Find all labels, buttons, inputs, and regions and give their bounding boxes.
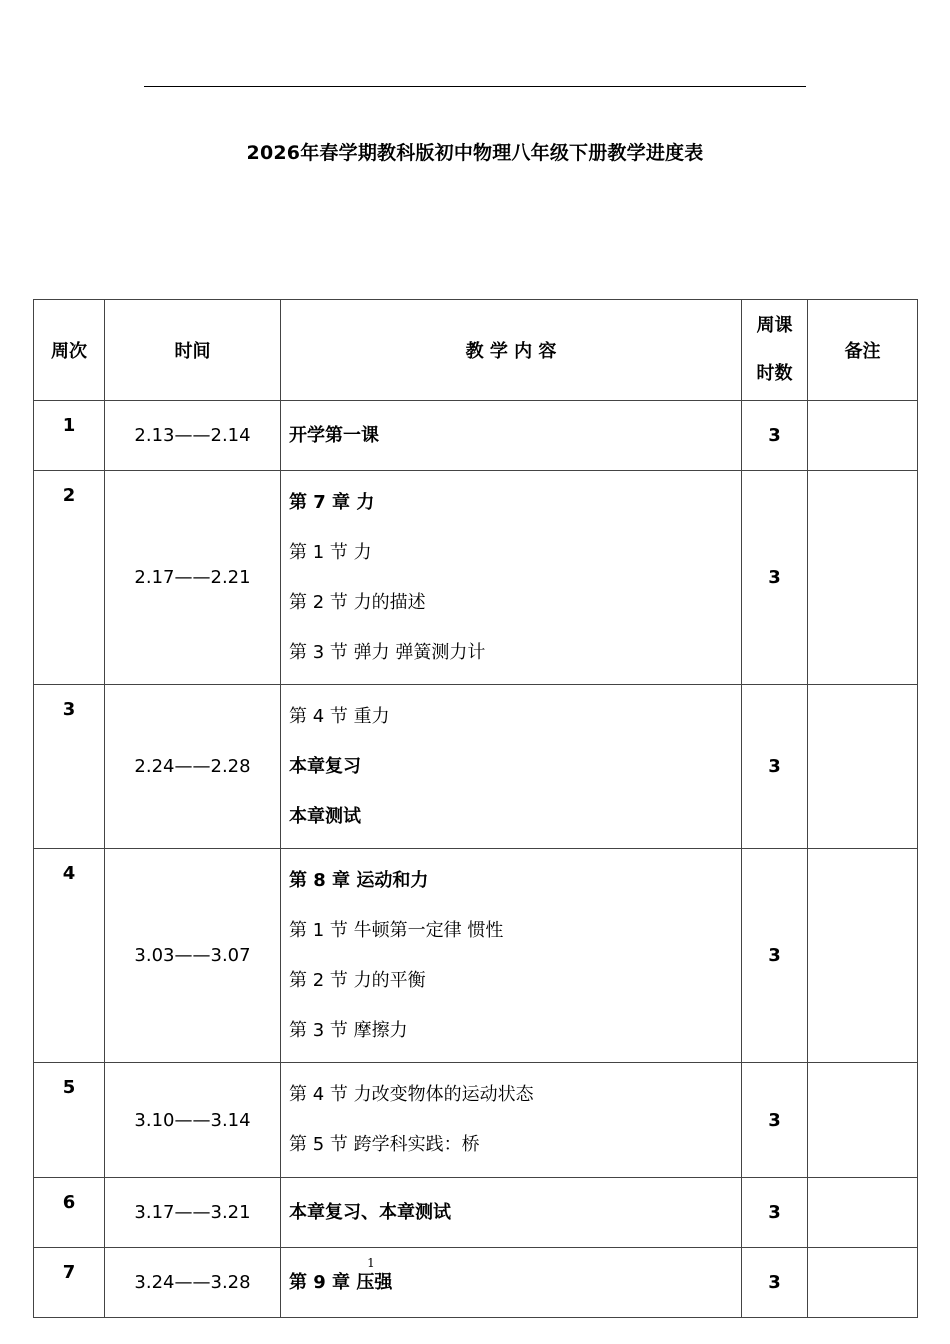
content-cell [281, 685, 742, 849]
week-cell: 4 [34, 849, 105, 1063]
table-row [34, 685, 918, 849]
content-line: 第 3 节 摩擦力 [289, 1019, 408, 1041]
hours-cell: 3 [742, 849, 808, 1063]
hours-cell: 3 [742, 1063, 808, 1178]
content-line: 第 1 节 牛顿第一定律 惯性 [289, 919, 504, 941]
hours-cell: 3 [742, 1178, 808, 1248]
time-cell: 2.24——2.28 [105, 685, 281, 849]
content-line: 第 2 节 力的平衡 [289, 969, 426, 991]
content-line: 第 4 节 重力 [289, 705, 390, 727]
content-cell [281, 401, 742, 471]
content-line: 本章测试 [289, 805, 361, 827]
header-content: 教 学 内 容 [281, 300, 742, 401]
notes-cell [808, 1063, 918, 1178]
content-line: 第 4 节 力改变物体的运动状态 [289, 1084, 534, 1105]
content-cell [281, 849, 742, 1063]
table-row [34, 849, 918, 1063]
header-weekly-hours [742, 300, 808, 401]
header-time: 时间 [105, 300, 281, 401]
table-header-row [34, 300, 918, 401]
time-cell: 3.10——3.14 [105, 1063, 281, 1178]
time-cell: 3.03——3.07 [105, 849, 281, 1063]
header-weekly-hours-line2: 时数 [756, 363, 793, 384]
week-cell: 3 [34, 685, 105, 849]
time-cell: 3.24——3.28 [105, 1248, 281, 1318]
content-line: 第 1 节 力 [289, 541, 372, 563]
notes-cell [808, 471, 918, 685]
content-line: 本章复习 [289, 755, 361, 777]
table-row [34, 471, 918, 685]
content-line: 本章复习、本章测试 [289, 1201, 451, 1223]
time-cell: 3.17——3.21 [105, 1178, 281, 1248]
schedule-table [33, 299, 918, 1318]
content-cell [281, 1178, 742, 1248]
content-line: 第 3 节 弹力 弹簧测力计 [289, 641, 486, 663]
hours-cell: 3 [742, 685, 808, 849]
notes-cell [808, 849, 918, 1063]
week-cell: 5 [34, 1063, 105, 1178]
content-line: 第 7 章 力 [289, 491, 375, 513]
time-cell: 2.13——2.14 [105, 401, 281, 471]
time-cell: 2.17——2.21 [105, 471, 281, 685]
header-rule [144, 86, 806, 87]
content-line: 第 8 章 运动和力 [289, 869, 429, 891]
content-cell [281, 1063, 742, 1178]
notes-cell [808, 1248, 918, 1318]
content-line: 第 5 节 跨学科实践：桥 [289, 1134, 480, 1155]
notes-cell [808, 685, 918, 849]
hours-cell: 3 [742, 471, 808, 685]
hours-cell: 3 [742, 1248, 808, 1318]
document-title: 2026年春学期教科版初中物理八年级下册教学进度表 [246, 142, 704, 164]
week-cell: 6 [34, 1178, 105, 1248]
header-notes: 备注 [808, 300, 918, 401]
table-row [34, 1178, 918, 1248]
header-weekly-hours-line1: 周课 [756, 315, 793, 336]
week-cell: 1 [34, 401, 105, 471]
content-cell [281, 471, 742, 685]
content-line: 第 9 章 压强 [289, 1271, 393, 1293]
header-week: 周次 [34, 300, 105, 401]
notes-cell [808, 1178, 918, 1248]
page-number: 1 [367, 1256, 375, 1270]
week-cell: 2 [34, 471, 105, 685]
content-line: 第 2 节 力的描述 [289, 591, 426, 613]
notes-cell [808, 401, 918, 471]
content-line: 开学第一课 [289, 424, 379, 446]
table-row [34, 401, 918, 471]
table-row [34, 1063, 918, 1178]
week-cell: 7 [34, 1248, 105, 1318]
hours-cell: 3 [742, 401, 808, 471]
